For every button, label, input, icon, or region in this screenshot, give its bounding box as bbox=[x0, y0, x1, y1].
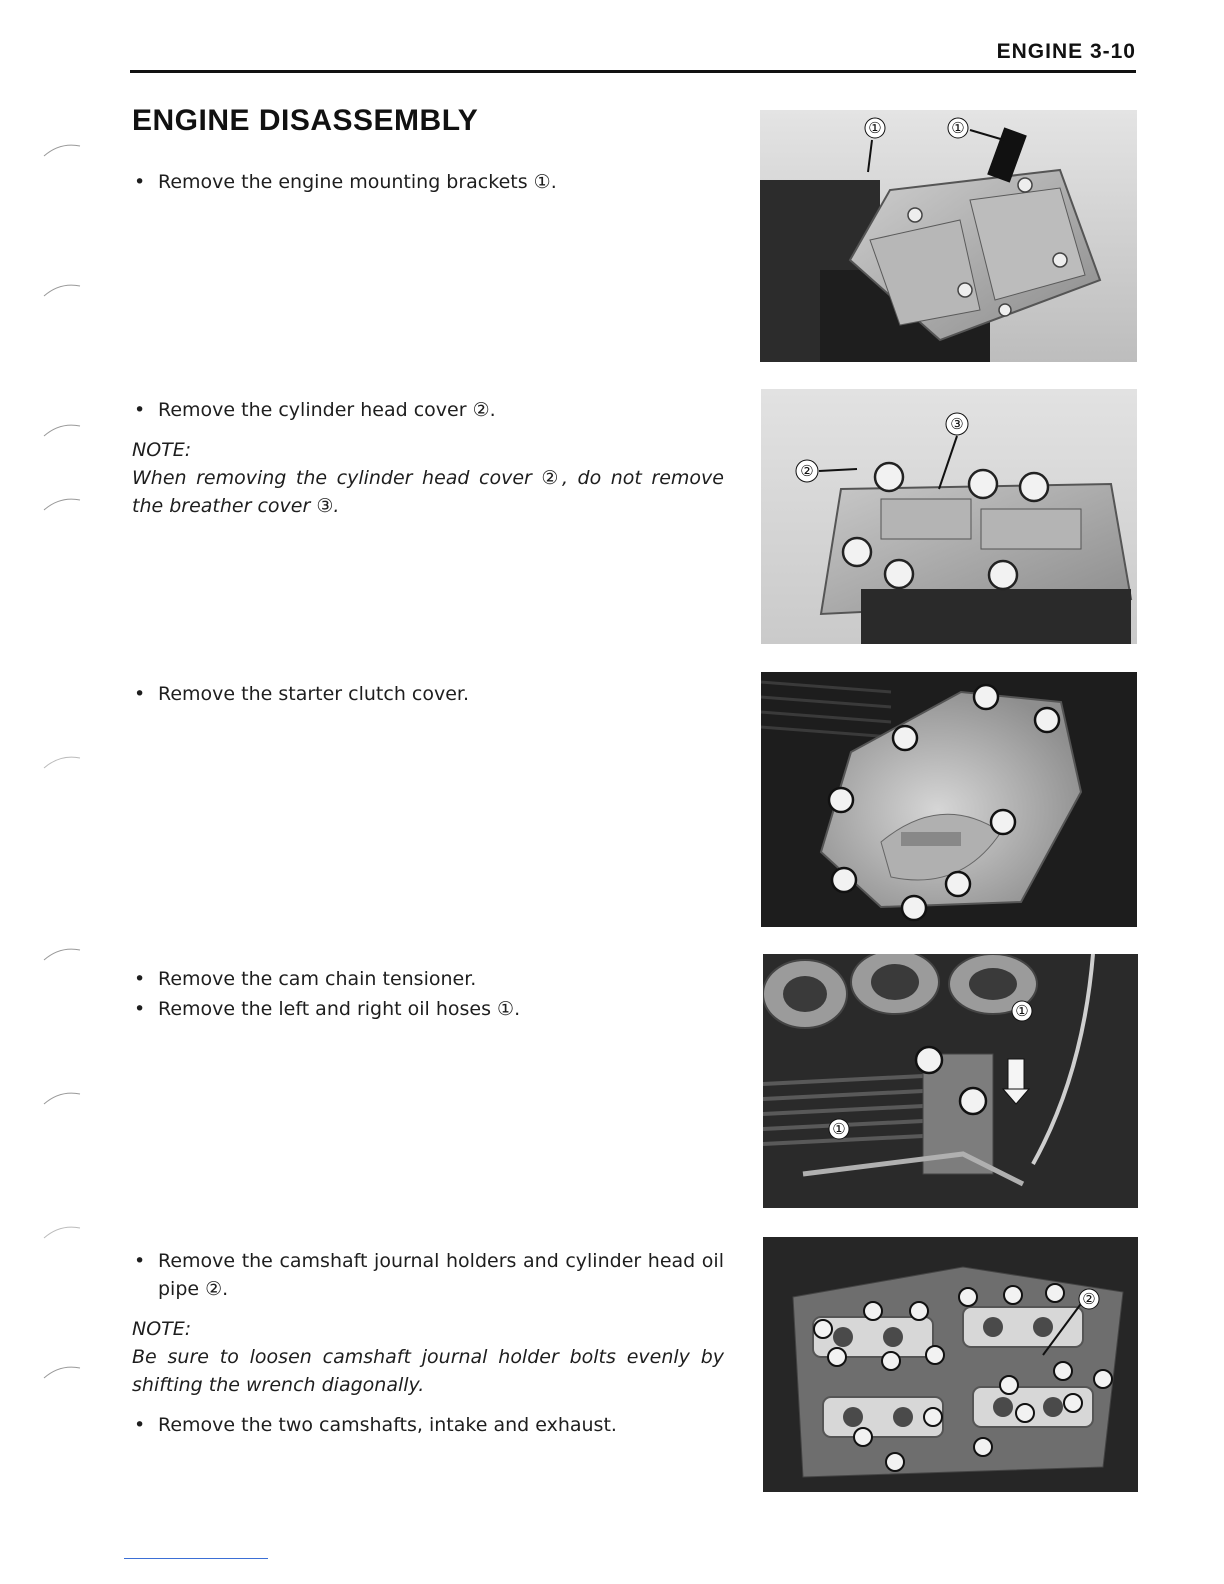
step-5 bbox=[132, 1247, 724, 1441]
binding-mark bbox=[40, 140, 84, 160]
step-2-note-text: When removing the cylinder head cover ②, do not remove the breather cover ③. bbox=[132, 467, 724, 517]
binding-mark bbox=[40, 752, 84, 772]
step-5-line-2: • Remove the two camshafts, intake and exhaust. bbox=[132, 1411, 724, 1439]
step-2-note-label: NOTE: bbox=[132, 439, 192, 461]
photo-engine-mounting-brackets bbox=[760, 110, 1137, 362]
step-5-note-text: Be sure to loosen camshaft journal holder bolts evenly by shifting the wrench diagonally. bbox=[132, 1346, 724, 1396]
step-4 bbox=[132, 965, 724, 1025]
step-2 bbox=[132, 396, 724, 520]
binding-mark bbox=[40, 420, 84, 440]
binding-mark bbox=[40, 1222, 84, 1242]
photo-cylinder-head-cover bbox=[761, 389, 1137, 644]
step-4-line-1: • Remove the cam chain tensioner. bbox=[132, 965, 724, 993]
photo-camshaft-journal-holders bbox=[763, 1237, 1138, 1492]
step-3 bbox=[132, 680, 724, 710]
section-label: ENGINE 3-10 bbox=[996, 40, 1136, 63]
photo-starter-clutch-cover bbox=[761, 672, 1137, 927]
page-title: ENGINE DISASSEMBLY bbox=[132, 104, 479, 137]
photo-1-callout-a: ① bbox=[868, 120, 882, 137]
photo-2-callout-b: ③ bbox=[950, 416, 964, 433]
binding-mark bbox=[40, 280, 84, 300]
step-2-line-1: • Remove the cylinder head cover ②. bbox=[132, 396, 724, 424]
photo-5-callout-a: ② bbox=[1082, 1291, 1096, 1308]
step-1-line-1: • Remove the engine mounting brackets ①. bbox=[132, 168, 724, 196]
page-header bbox=[130, 38, 1136, 73]
photo-4-callout-b: ① bbox=[832, 1121, 846, 1138]
step-5-note-label: NOTE: bbox=[132, 1318, 192, 1340]
step-5-line-1: • Remove the camshaft journal holders and cylinder head oil pipe ②. bbox=[132, 1247, 724, 1303]
photo-2-callout-a: ② bbox=[800, 463, 814, 480]
photo-1-callout-b: ① bbox=[951, 120, 965, 137]
binding-mark bbox=[40, 944, 84, 964]
binding-mark bbox=[40, 494, 84, 514]
binding-mark bbox=[40, 1362, 84, 1382]
step-3-line-1: • Remove the starter clutch cover. bbox=[132, 680, 724, 708]
photo-cam-chain-tensioner bbox=[763, 954, 1138, 1208]
step-1 bbox=[132, 168, 724, 198]
step-4-line-2: • Remove the left and right oil hoses ①. bbox=[132, 995, 724, 1023]
footer-line bbox=[124, 1558, 268, 1559]
binding-mark bbox=[40, 1088, 84, 1108]
photo-4-callout-a: ① bbox=[1015, 1003, 1029, 1020]
